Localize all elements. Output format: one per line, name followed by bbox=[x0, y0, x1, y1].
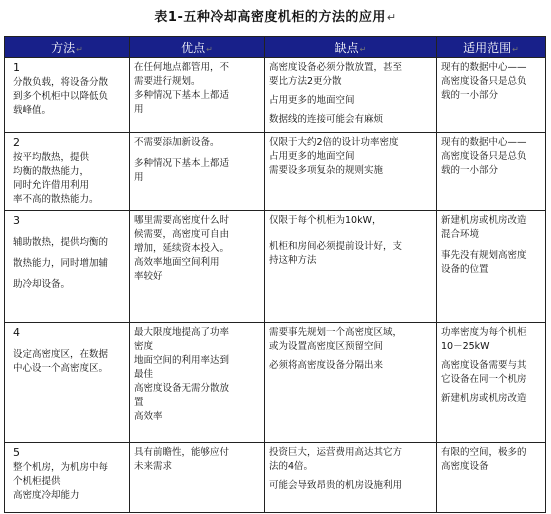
row-number: 4 bbox=[13, 326, 20, 339]
pros-line: 在任何地点都管用，不 bbox=[134, 62, 230, 73]
cons-line: 要比方法2更分散 bbox=[269, 76, 342, 87]
scope-cell bbox=[437, 443, 546, 513]
cons-line: 需要设多项复杂的规则实施 bbox=[269, 165, 384, 176]
header-pros-label: 优点 bbox=[181, 40, 206, 55]
spacer bbox=[134, 150, 260, 157]
cons-line: 或为设置高密度区预留空间 bbox=[269, 341, 384, 352]
scope-line: 高密度设备只是总负 bbox=[441, 151, 527, 162]
header-method-label: 方法 bbox=[51, 40, 76, 55]
row-number: 5 bbox=[13, 446, 20, 459]
pros-line: 用 bbox=[134, 172, 144, 183]
table-row bbox=[5, 133, 546, 211]
return-mark-icon: ↵ bbox=[359, 44, 367, 54]
table-row bbox=[5, 443, 546, 513]
pros-line: 候需要，高密度可自由 bbox=[134, 229, 230, 240]
scope-line: 设备的位置 bbox=[441, 264, 489, 275]
spacer bbox=[13, 271, 125, 278]
method-line: 到多个机柜中以降低负 bbox=[13, 91, 109, 102]
header-pros bbox=[130, 37, 265, 58]
method-cell bbox=[5, 323, 130, 443]
pros-cell bbox=[130, 58, 265, 133]
cons-line: 必须将高密度设备分隔出来 bbox=[269, 360, 384, 371]
method-line: 散热能力，同时增加辅 bbox=[13, 258, 109, 269]
pros-line: 需要进行规划。 bbox=[134, 76, 201, 87]
pros-line: 高效率 bbox=[134, 411, 163, 422]
scope-cell bbox=[437, 133, 546, 211]
scope-line: 高密度设备只是总负 bbox=[441, 76, 527, 87]
method-line: 辅助散热，提供均衡的 bbox=[13, 237, 109, 248]
cons-line: 法的4倍。 bbox=[269, 461, 314, 472]
pros-line: 置 bbox=[134, 397, 144, 408]
method-cell bbox=[5, 58, 130, 133]
pros-cell bbox=[130, 323, 265, 443]
cons-line: 占用更多的地面空间 bbox=[269, 151, 355, 162]
header-cons bbox=[265, 37, 437, 58]
pros-line: 最大限度地提高了功率 bbox=[134, 327, 230, 338]
cons-line: 机柜和房间必须提前设计好，支 bbox=[269, 241, 403, 252]
pros-line: 未来需求 bbox=[134, 461, 173, 472]
pros-line: 最佳 bbox=[134, 369, 154, 380]
scope-line: 它设备在同一个机房 bbox=[441, 374, 527, 385]
method-line: 高密度冷却能力 bbox=[13, 490, 80, 501]
pros-line: 高效率地面空间利用 bbox=[134, 257, 220, 268]
cons-line: 仅限于大约2倍的设计功率密度 bbox=[269, 137, 399, 148]
method-line: 个机柜提供 bbox=[13, 476, 61, 487]
scope-cell bbox=[437, 58, 546, 133]
scope-line: 现有的数据中心—— bbox=[441, 62, 527, 73]
header-scope bbox=[437, 37, 546, 58]
cons-cell bbox=[265, 323, 437, 443]
method-line: 载峰值。 bbox=[13, 105, 52, 116]
cons-line: 持这种方法 bbox=[269, 255, 317, 266]
pros-line: 具有前瞻性，能够应付 bbox=[134, 447, 230, 458]
method-cell bbox=[5, 211, 130, 323]
pros-cell bbox=[130, 133, 265, 211]
scope-cell bbox=[437, 323, 546, 443]
pros-line: 密度 bbox=[134, 341, 154, 352]
scope-cell bbox=[437, 211, 546, 323]
row-number: 3 bbox=[13, 214, 20, 227]
scope-line: 有限的空间，极多的 bbox=[441, 447, 527, 458]
method-line: 分散负载，将设备分散 bbox=[13, 77, 109, 88]
scope-line: 功率密度为每个机柜 bbox=[441, 327, 527, 338]
return-mark-icon: ↵ bbox=[386, 11, 397, 24]
method-line: 中心设一个高密度区。 bbox=[13, 363, 109, 374]
method-cell bbox=[5, 133, 130, 211]
spacer bbox=[13, 229, 125, 236]
scope-line: 高密度设备需要与其 bbox=[441, 360, 527, 371]
row-number: 1 bbox=[13, 61, 20, 74]
pros-line: 多种情况下基本上都适 bbox=[134, 90, 230, 101]
pros-line: 高密度设备无需分散放 bbox=[134, 383, 230, 394]
cons-line: 可能会导致昂贵的机房设施利用 bbox=[269, 480, 403, 491]
cons-cell bbox=[265, 443, 437, 513]
scope-line: 高密度设备 bbox=[441, 461, 489, 472]
row-number: 2 bbox=[13, 136, 20, 149]
scope-line: 10－25kW bbox=[441, 341, 490, 352]
scope-line: 新建机房或机房改造 bbox=[441, 393, 527, 404]
header-method bbox=[5, 37, 130, 58]
table-title bbox=[0, 6, 551, 25]
pros-line: 率较好 bbox=[134, 271, 163, 282]
method-line: 同时允许借用利用 bbox=[13, 180, 90, 191]
spacer bbox=[269, 233, 432, 240]
return-mark-icon: ↵ bbox=[76, 44, 83, 54]
scope-line: 事先没有规划高密度 bbox=[441, 250, 527, 261]
scope-line: 载的一小部分 bbox=[441, 165, 499, 176]
header-scope-label: 适用范围 bbox=[463, 40, 512, 55]
pros-cell bbox=[130, 211, 265, 323]
method-line: 均衡的散热能力， bbox=[13, 166, 90, 177]
table-row bbox=[5, 323, 546, 443]
spacer bbox=[441, 242, 541, 249]
spacer bbox=[13, 250, 125, 257]
scope-line: 新建机房或机房改造 bbox=[441, 215, 527, 226]
cooling-methods-table bbox=[4, 36, 546, 513]
cons-line: 仅限于每个机柜为10kW， bbox=[269, 215, 382, 226]
cons-cell bbox=[265, 58, 437, 133]
cons-line: 高密度设备必须分散放置，甚至 bbox=[269, 62, 403, 73]
pros-line: 用 bbox=[134, 104, 144, 115]
cons-line: 投资巨大，运营费用高达其它方 bbox=[269, 447, 403, 458]
return-mark-icon: ↵ bbox=[512, 44, 519, 54]
pros-line: 地面空间的利用率达到 bbox=[134, 355, 230, 366]
header-row bbox=[5, 37, 546, 58]
method-cell bbox=[5, 443, 130, 513]
cons-line: 需要事先规划一个高密度区域， bbox=[269, 327, 403, 338]
cons-cell bbox=[265, 211, 437, 323]
pros-line: 多种情况下基本上都适 bbox=[134, 158, 230, 169]
method-line: 按平均散热，提供 bbox=[13, 152, 90, 163]
pros-line: 增加，延续资本投入。 bbox=[134, 243, 230, 254]
scope-line: 现有的数据中心—— bbox=[441, 137, 527, 148]
scope-line: 载的一小部分 bbox=[441, 90, 499, 101]
cons-cell bbox=[265, 133, 437, 211]
method-line: 助冷却设备。 bbox=[13, 279, 71, 290]
cons-line: 数据线的连接可能会有麻烦 bbox=[269, 114, 384, 125]
spacer bbox=[13, 341, 125, 348]
method-line: 设定高密度区，在数据 bbox=[13, 349, 109, 360]
pros-cell bbox=[130, 443, 265, 513]
return-mark-icon: ↵ bbox=[206, 44, 213, 54]
table-title-text: 表1-五种冷却高密度机柜的方法的应用 bbox=[154, 10, 386, 25]
table-row bbox=[5, 58, 546, 133]
method-line: 整个机房，为机房中每 bbox=[13, 462, 109, 473]
method-line: 率不高的散热能力。 bbox=[13, 194, 99, 205]
pros-line: 哪里需要高密度什么时 bbox=[134, 215, 230, 226]
cons-line: 占用更多的地面空间 bbox=[269, 95, 355, 106]
table-row bbox=[5, 211, 546, 323]
pros-line: 不需要添加新设备。 bbox=[134, 137, 220, 148]
scope-line: 混合环境 bbox=[441, 229, 480, 240]
header-cons-label: 缺点 bbox=[334, 40, 359, 55]
